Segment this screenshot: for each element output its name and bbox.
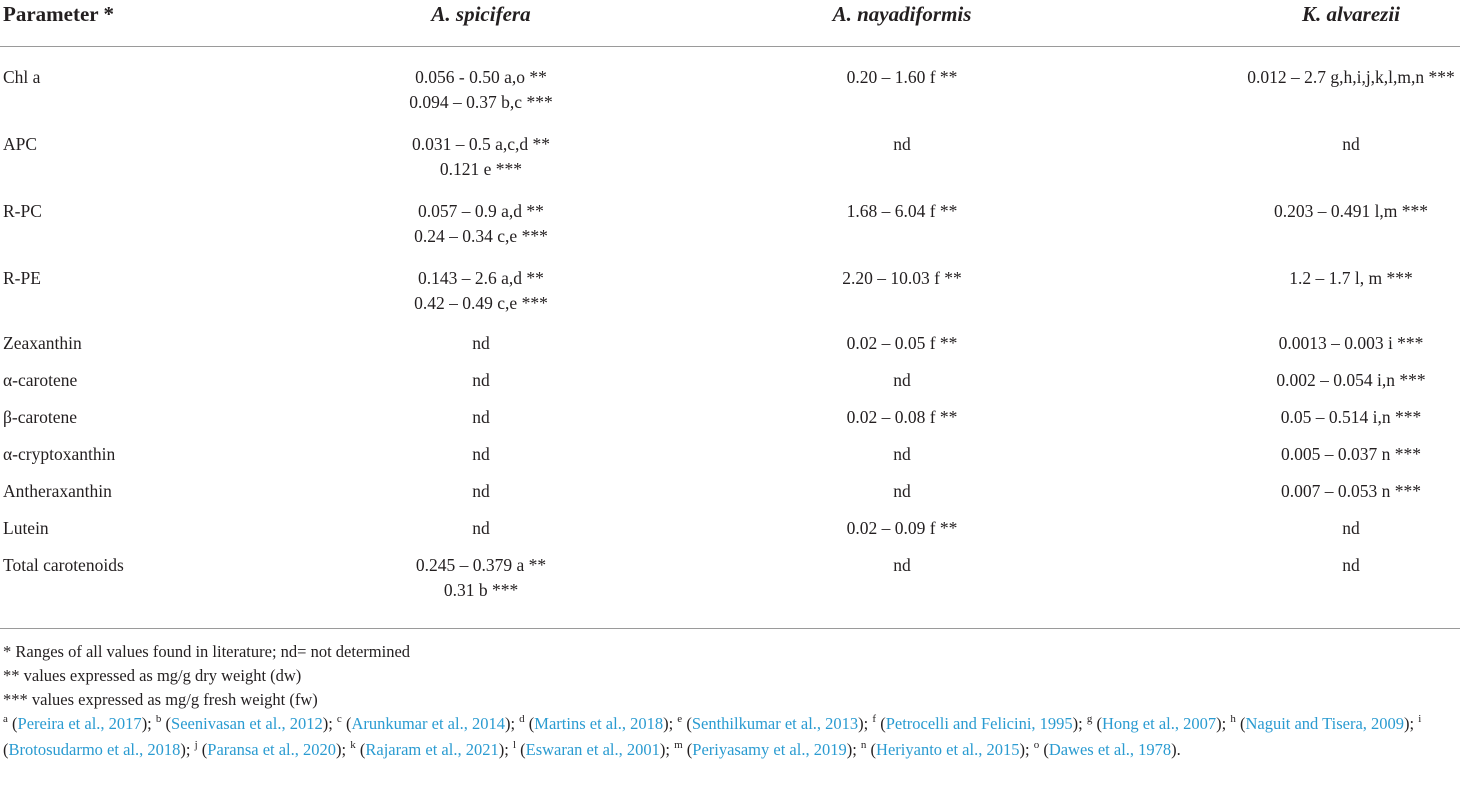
reference-item: $^a$ (Pereira et al., 2017);	[3, 713, 156, 733]
reference-link[interactable]: Periyasamy et al., 2019	[692, 740, 847, 759]
cell-k-alvarezii: 0.012 – 2.7 g,h,i,j,k,l,m,n ***	[1247, 67, 1455, 87]
cell-line: 0.031 – 0.5 a,c,d **	[411, 134, 551, 154]
cell-line: 0.31 b ***	[443, 580, 519, 600]
cell-k-alvarezii: 0.203 – 0.491 l,m ***	[1273, 201, 1429, 221]
reference-key: l	[512, 739, 516, 751]
reference-item: $^b$ (Seenivasan et al., 2012);	[155, 713, 337, 733]
cell-line: 0.057 – 0.9 a,d **	[418, 201, 544, 221]
reference-item: $^k$ (Rajaram et al., 2021);	[350, 739, 513, 759]
cell-k-alvarezii: 0.0013 – 0.003 i ***	[1278, 333, 1424, 353]
reference-key: c	[336, 713, 342, 725]
row-parameter: APC	[3, 134, 38, 154]
reference-link[interactable]: Paransa et al., 2020	[207, 740, 337, 759]
cell-k-alvarezii: 0.005 – 0.037 n ***	[1281, 444, 1421, 464]
cell-a-nayadiformis: 0.02 – 0.05 f **	[846, 333, 958, 353]
reference-item: $^l$ (Eswaran et al., 2001);	[512, 739, 675, 759]
reference-link[interactable]: Senthilkumar et al., 2013	[691, 714, 859, 733]
reference-key: d	[519, 713, 525, 725]
reference-key: i	[1418, 713, 1422, 725]
cell-a-spicifera: nd	[472, 370, 490, 390]
footnote: *** values expressed as mg/g fresh weight (fw)	[3, 690, 318, 709]
reference-key: o	[1033, 739, 1040, 751]
reference-link[interactable]: Dawes et al., 1978	[1048, 740, 1172, 759]
header-a-spicifera: A. spicifera	[431, 2, 531, 26]
cell-k-alvarezii: nd	[1342, 518, 1360, 538]
bottom-rule	[0, 628, 1460, 629]
row-parameter: α-cryptoxanthin	[3, 444, 116, 464]
reference-item: $^h$ (Naguit and Tisera, 2009);	[1230, 713, 1419, 733]
cell-a-spicifera: nd	[472, 481, 490, 501]
cell-k-alvarezii: 1.2 – 1.7 l, m ***	[1289, 268, 1413, 288]
cell-a-spicifera: nd	[472, 407, 490, 427]
header-rule	[0, 46, 1460, 47]
cell-line: 0.42 – 0.49 c,e ***	[414, 293, 548, 313]
footnote: * Ranges of all values found in literature; nd= not determined	[3, 642, 411, 661]
header-parameter: Parameter *	[3, 2, 114, 26]
reference-item: $^f$ (Petrocelli and Felicini, 1995);	[872, 713, 1087, 733]
reference-key: h	[1230, 713, 1236, 725]
cell-k-alvarezii: 0.05 – 0.514 i,n ***	[1280, 407, 1422, 427]
reference-key: a	[3, 713, 8, 725]
table-header	[0, 0, 1460, 46]
reference-key: k	[350, 739, 356, 751]
reference-link[interactable]: Heriyanto et al., 2015	[876, 740, 1020, 759]
reference-link[interactable]: Martins et al., 2018	[534, 714, 664, 733]
cell-k-alvarezii: 0.002 – 0.054 i,n ***	[1276, 370, 1426, 390]
cell-a-nayadiformis: nd	[893, 370, 911, 390]
cell-a-nayadiformis: nd	[893, 444, 911, 464]
reference-key: e	[677, 713, 683, 725]
reference-key: f	[872, 713, 877, 725]
reference-link[interactable]: Eswaran et al., 2001	[525, 740, 660, 759]
cell-a-nayadiformis: nd	[893, 481, 911, 501]
reference-link[interactable]: Naguit and Tisera, 2009	[1245, 714, 1405, 733]
reference-item: $^c$ (Arunkumar et al., 2014);	[336, 713, 520, 733]
reference-item: $^e$ (Senthilkumar et al., 2013);	[677, 713, 873, 733]
cell-line: 0.121 e ***	[439, 159, 523, 179]
cell-a-nayadiformis: 0.02 – 0.09 f **	[846, 518, 958, 538]
cell-a-spicifera	[409, 65, 552, 115]
reference-link[interactable]: Rajaram et al., 2021	[365, 740, 499, 759]
reference-list	[3, 712, 1443, 764]
cell-a-nayadiformis: 2.20 – 10.03 f **	[842, 268, 962, 288]
footnote: ** values expressed as mg/g dry weight (dw)	[3, 666, 302, 685]
cell-a-spicifera: nd	[472, 333, 490, 353]
header-k-alvarezii: K. alvarezii	[1302, 2, 1400, 26]
cell-k-alvarezii: nd	[1342, 134, 1360, 154]
cell-a-spicifera: nd	[472, 444, 490, 464]
cell-line: 0.056 - 0.50 a,o **	[415, 67, 547, 87]
reference-item: $^j$ (Paransa et al., 2020);	[194, 739, 351, 759]
cell-k-alvarezii: nd	[1342, 555, 1360, 575]
row-parameter: R-PE	[3, 268, 41, 288]
reference-item: $^n$ (Heriyanto et al., 2015);	[860, 739, 1034, 759]
row-parameter: Zeaxanthin	[3, 333, 82, 353]
row-parameter: Chl a	[3, 67, 41, 87]
cell-a-spicifera	[412, 132, 550, 182]
table-footnotes	[3, 640, 1443, 712]
reference-link[interactable]: Seenivasan et al., 2012	[171, 714, 323, 733]
row-parameter: β-carotene	[3, 407, 77, 427]
reference-item: $^o$ (Dawes et al., 1978).	[1033, 739, 1181, 759]
row-parameter: Antheraxanthin	[3, 481, 112, 501]
reference-link[interactable]: Pereira et al., 2017	[17, 714, 142, 733]
row-parameter: α-carotene	[3, 370, 78, 390]
reference-key: b	[155, 713, 162, 725]
cell-a-spicifera	[414, 266, 548, 316]
row-parameter: R-PC	[3, 201, 42, 221]
reference-link[interactable]: Hong et al., 2007	[1102, 714, 1217, 733]
cell-a-spicifera: nd	[472, 518, 490, 538]
reference-item: $^d$ (Martins et al., 2018);	[519, 713, 678, 733]
cell-line: 0.143 – 2.6 a,d **	[418, 268, 544, 288]
cell-a-nayadiformis: 1.68 – 6.04 f **	[846, 201, 958, 221]
cell-a-spicifera	[416, 553, 546, 603]
cell-a-spicifera	[414, 199, 548, 249]
header-a-nayadiformis: A. nayadiformis	[832, 2, 972, 26]
reference-item: $^i$ (Brotosudarmo et al., 2018);	[3, 713, 1422, 759]
cell-a-nayadiformis: 0.02 – 0.08 f **	[846, 407, 958, 427]
cell-line: 0.094 – 0.37 b,c ***	[409, 92, 553, 112]
reference-item: $^g$ (Hong et al., 2007);	[1086, 713, 1231, 733]
reference-link[interactable]: Brotosudarmo et al., 2018	[8, 740, 181, 759]
row-parameter: Lutein	[3, 518, 49, 538]
cell-a-nayadiformis: nd	[893, 134, 911, 154]
reference-link[interactable]: Arunkumar et al., 2014	[351, 714, 505, 733]
cell-k-alvarezii: 0.007 – 0.053 n ***	[1281, 481, 1421, 501]
cell-a-nayadiformis: 0.20 – 1.60 f **	[846, 67, 958, 87]
reference-item: $^m$ (Periyasamy et al., 2019);	[674, 739, 861, 759]
reference-key: j	[194, 739, 198, 751]
reference-key: g	[1086, 713, 1093, 725]
cell-line: 0.24 – 0.34 c,e ***	[414, 226, 548, 246]
reference-key: m	[674, 739, 683, 751]
cell-a-nayadiformis: nd	[893, 555, 911, 575]
reference-link[interactable]: Petrocelli and Felicini, 1995	[885, 714, 1073, 733]
row-parameter: Total carotenoids	[3, 555, 124, 575]
reference-key: n	[860, 739, 867, 751]
cell-line: 0.245 – 0.379 a **	[415, 555, 547, 575]
